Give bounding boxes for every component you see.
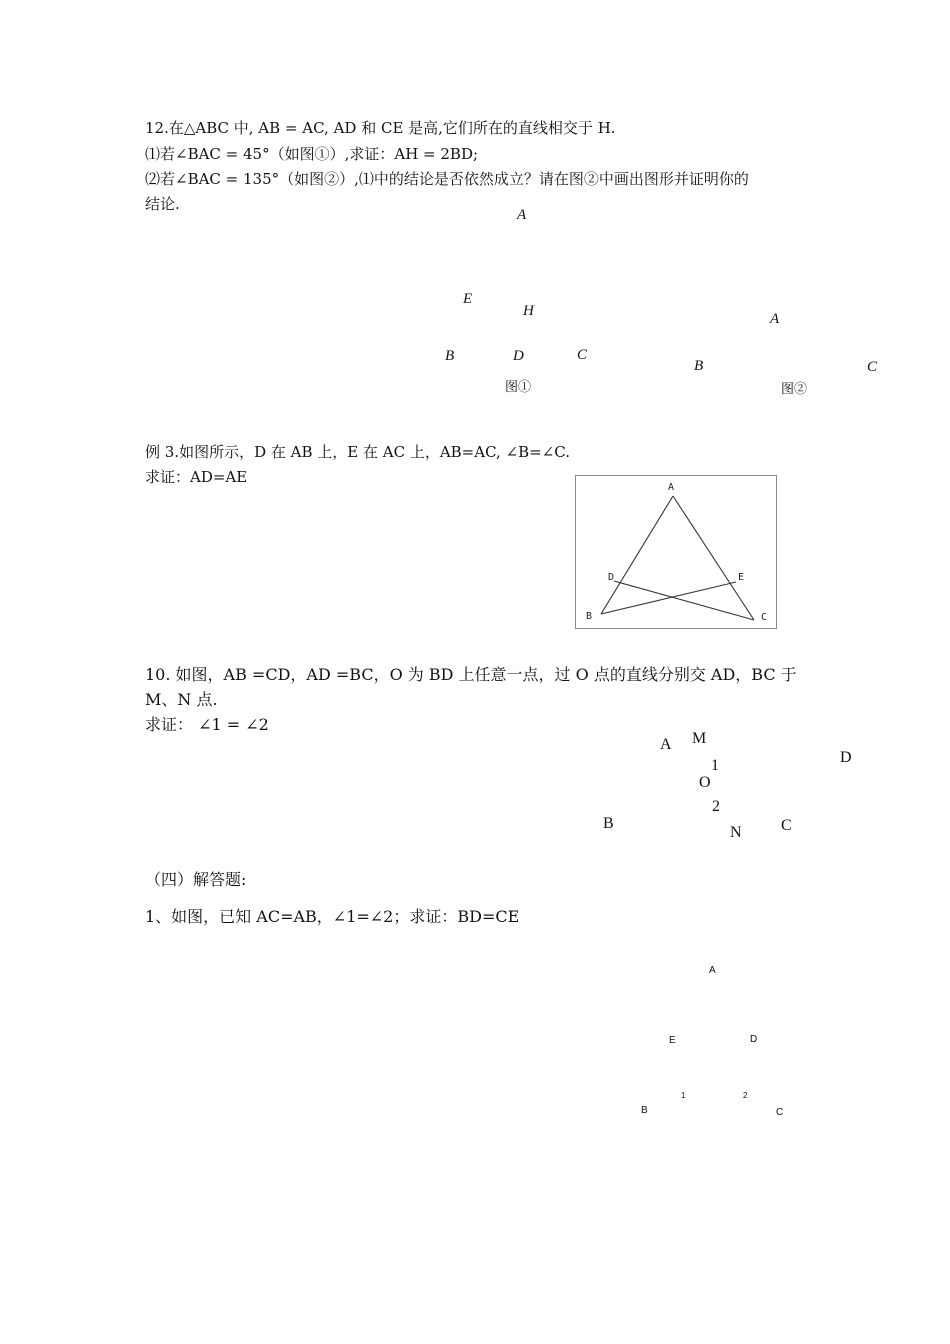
problem10-label-b: B <box>603 815 614 832</box>
problem10-label-2: 2 <box>712 798 720 815</box>
fig1-label-a: A <box>517 207 527 223</box>
problem10-line1: 10. 如图，AB =CD，AD =BC，O 为 BD 上任意一点，过 O 点的直线分别交 AD，BC 于 <box>145 665 797 684</box>
problem12-line3: ⑵若∠BAC = 135°（如图②）,⑴中的结论是否依然成立？请在图②中画出图形并证明你的 <box>145 170 749 188</box>
section4-label-b: B <box>641 1105 648 1116</box>
example3-label-c: C <box>761 612 768 623</box>
problem10-label-m: M <box>692 730 707 747</box>
problem12-line1: 12.在△ABC 中, AB = AC, AD 和 CE 是高,它们所在的直线相交于 H. <box>145 119 616 137</box>
fig2-label-b: B <box>694 358 704 374</box>
section4-label-e: E <box>669 1035 676 1046</box>
fig2-label-c: C <box>867 359 878 375</box>
segment-ac <box>673 496 754 620</box>
example3-label-a: A <box>668 482 675 493</box>
fig2-caption: 图② <box>781 382 808 397</box>
example3-label-e: E <box>738 572 745 583</box>
example3-label-d: D <box>608 572 615 583</box>
problem12-line2: ⑴若∠BAC = 45°（如图①）,求证：AH = 2BD; <box>145 145 479 163</box>
problem10-label-1: 1 <box>711 757 719 774</box>
problem10-label-a: A <box>660 736 672 753</box>
section4-label-d: D <box>750 1034 758 1045</box>
problem10-label-c: C <box>781 817 792 834</box>
fig1-label-b: B <box>445 348 455 364</box>
example3-label-b: B <box>586 611 593 622</box>
problem10-line3: 求证： ∠1 = ∠2 <box>145 715 269 734</box>
example3-figure <box>575 475 777 629</box>
fig1-caption: 图① <box>505 380 532 395</box>
fig1-label-d: D <box>513 348 524 364</box>
problem10-label-d: D <box>840 749 852 766</box>
section4-label-c: C <box>776 1107 784 1118</box>
example3-figure-drawing <box>576 476 778 630</box>
fig1-label-c: C <box>577 347 588 363</box>
section4-heading: （四）解答题: <box>145 870 247 889</box>
fig2-label-a: A <box>770 311 780 327</box>
section4-label-2: 2 <box>743 1091 748 1100</box>
section4-problem1: 1、如图，已知 AC=AB，∠1=∠2；求证：BD=CE <box>145 907 520 926</box>
example3-line2: 求证：AD=AE <box>145 468 248 486</box>
segment-ab <box>601 496 673 614</box>
section4-label-1: 1 <box>681 1091 686 1100</box>
fig1-label-e: E <box>463 291 473 307</box>
problem12-line4: 结论. <box>145 195 180 213</box>
fig1-label-h: H <box>523 303 534 319</box>
problem10-label-n: N <box>730 824 742 841</box>
section4-label-a: A <box>709 965 716 976</box>
problem10-line2: M、N 点. <box>145 690 218 709</box>
example3-line1: 例 3.如图所示，D 在 AB 上，E 在 AC 上，AB=AC, ∠B=∠C. <box>145 443 571 461</box>
problem10-label-o: O <box>699 774 711 791</box>
